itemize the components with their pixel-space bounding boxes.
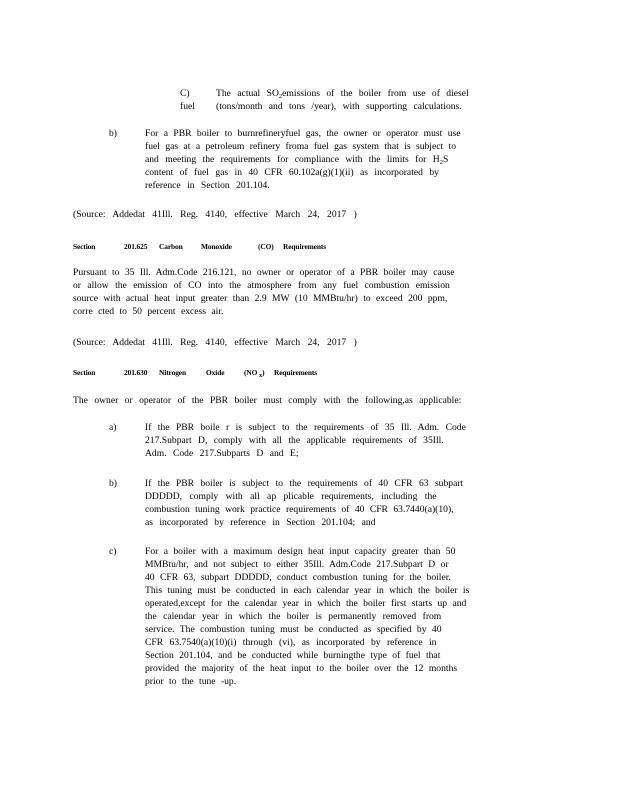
section-heading-title: (CO) [258,242,274,251]
item-c-line: For a boiler with a maximum design heat input capacity greater than 50 [145,546,456,557]
item-c-prev-label: C) [180,88,190,99]
item-c-line: the calendar year in which the boiler is permanently removed from [145,611,442,622]
item-c-line: prior to the tune -up. [145,676,237,687]
item-c-line: service. The combustion tuning must be conducted as specified by 40 [145,624,442,635]
section-heading-number: Section [73,368,96,377]
section-heading-title: (NO x) [244,368,265,379]
section-heading-title: Nitrogen [159,368,186,377]
section-heading-title: Requirements [283,242,327,251]
section-heading-title: Oxide [206,368,225,377]
paragraph-line: or allow the emission of CO into the atmosphere from any fuel combustion emission [73,280,450,291]
item-b-line: DDDDD, comply with all ap plicable requirements, including the [145,491,437,502]
paragraph-line: corre cted to 50 percent excess air. [73,306,224,317]
paragraph-line: source with actual heat input greater than 2.9 MW (10 MMBtu/hr) to exceed 200 ppm, [73,293,448,304]
section-heading-code: 201.630 [124,368,148,377]
section-heading-title: Carbon [159,242,183,251]
intro-text: The owner or operator of the PBR boiler must comply with the following,as applicable: [73,395,462,406]
source-note: (Source: Addedat 41Ill. Reg. 4140, effective March 24, 2017 ) [73,209,357,220]
item-c-line: provided the majority of the heat input to the boiler over the 12 months [145,663,458,674]
section-heading-code: 201.625 [124,242,148,251]
item-c-line: CFR 63.7540(a)(10)(i) through (vi), as incorporated by reference in [145,637,437,648]
item-c-line: Section 201.104, and be conducted while burningthe type of fuel that [145,650,441,661]
item-c-line: MMBtu/hr, and not subject to either 35Ill. Adm.Code 217.Subpart D or [145,559,449,570]
section-heading-number: Section [73,242,96,251]
item-b-line: combustion tuning work practice requirements of 40 CFR 63.7440(a)(10), [145,504,454,515]
section-heading-title: Requirements [274,368,318,377]
item-b-prev-line: content of fuel gas in 40 CFR 60.102a(g)(1)(ii) as incorporated by [145,167,439,178]
source-note: (Source: Addedat 41Ill. Reg. 4140, effective March 24, 2017 ) [73,337,357,348]
item-a-line: If the PBR boile r is subject to the requirements of 35 Ill. Adm. Code [145,422,466,433]
item-b-prev-line: and meeting the requirements for compliance with the limits for $H_2S$ [145,154,449,166]
item-b-prev-line: fuel gas at a petroleum refinery froma fuel gas system that is subject to [145,141,457,152]
item-c-prev-line2b: (tons/month and tons /year), with supporting calculations. [216,101,462,112]
item-a-label: a) [109,422,117,433]
item-b-line: If the PBR boiler is subject to the requirements of 40 CFR 63 subpart [145,478,464,489]
paragraph-line: Pursuant to 35 Ill. Adm.Code 216.121, no owner or operator of a PBR boiler may cause [73,267,455,278]
item-c-line: operated,except for the calendar year in which the boiler first starts up and [145,598,467,609]
item-c-line: 40 CFR 63, subpart DDDDD, conduct combustion tuning for the boiler. [145,572,451,583]
item-c-prev-line1: The actual $SO_2emissions$ of the boiler from use of diesel [216,88,469,100]
item-b-prev-line: reference in Section 201.104. [145,180,270,191]
item-c-line: This tuning must be conducted in each calendar year in which the boiler is [145,585,470,596]
item-b-label: b) [109,478,117,489]
item-a-line: 217.Subpart D, comply with all the applicable requirements of 35Ill. [145,435,444,446]
item-b-line: as incorporated by reference in Section 201.104; and [145,517,376,528]
item-c-prev-line2a: fuel [180,101,195,112]
section-heading-title: Monoxide [201,242,232,251]
item-c-label: c) [109,546,117,557]
item-b-prev-line: For a PBR boiler to burnrefineryfuel gas, the owner or operator must use [145,128,461,139]
item-a-line: Adm. Code 217.Subparts D and E; [145,448,299,459]
item-b-prev-label: b) [109,128,117,139]
